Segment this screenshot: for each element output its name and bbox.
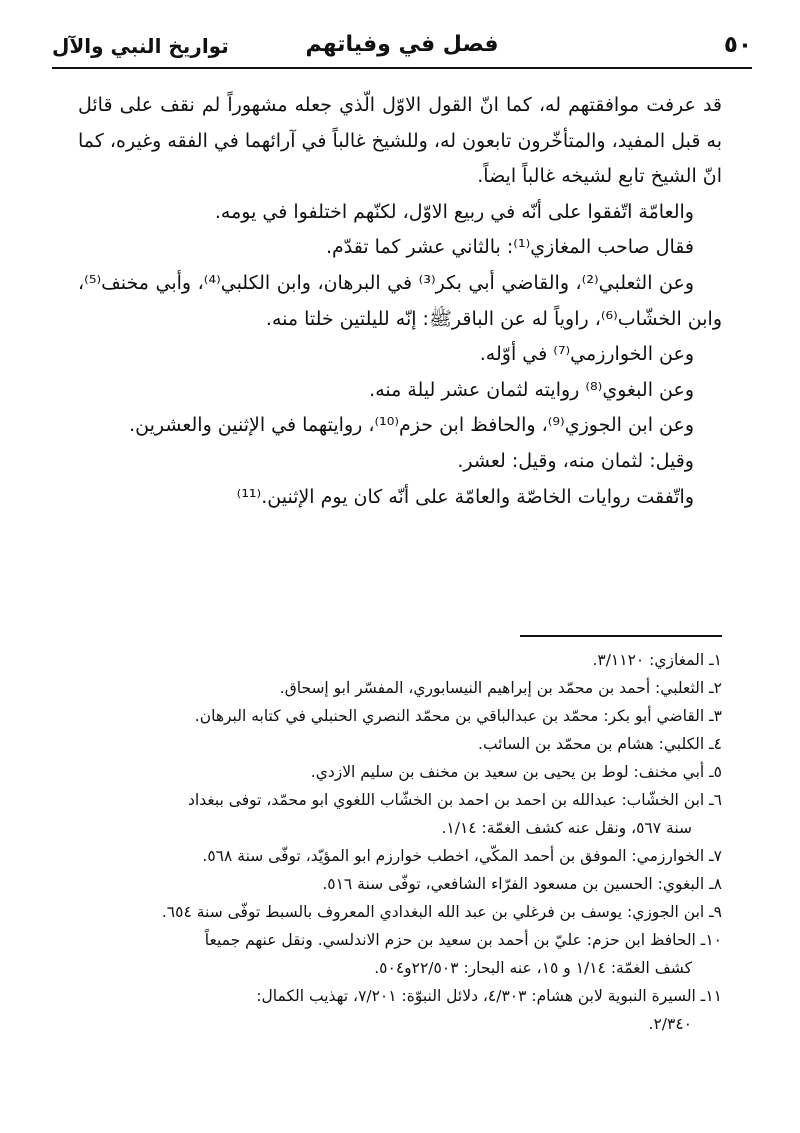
footnote-2 (78, 674, 722, 702)
paragraph: وعن الخوارزمي⁽⁷⁾ في أوّله. (479, 343, 694, 366)
footnote-text: ٧ـ الخوارزمي: الموفق بن أحمد المكّي، اخطب خوارزم ابو المؤيّد، توفّى سنة ٥٦٨. (202, 847, 722, 865)
footnote-text: ٣ـ القاضي أبو بكر: محمّد بن عبدالباقي بن محمّد النصري الحنبلي في كتابه البرهان. (194, 707, 722, 725)
paragraph: وعن البغوي⁽⁸⁾ روايته لثمان عشر ليلة منه. (369, 378, 694, 401)
paragraph: وقيل: لثمان منه، وقيل: لعشر. (457, 449, 694, 472)
footnote-8 (78, 870, 722, 898)
footnote-text: ٢ـ الثعلبي: أحمد بن محمّد بن إبراهيم النيسابوري، المفسّر ابو إسحاق. (279, 679, 722, 697)
footnote-10 (78, 926, 722, 982)
footnote-9 (78, 898, 722, 926)
footnote-6 (78, 786, 722, 842)
paragraph: والعامّة اتّفقوا على أنّه في ربيع الاوّل، لكنّهم اختلفوا في يومه. (214, 200, 694, 223)
footnote-text: ١٠ـ الحافظ ابن حزم: عليّ بن أحمد بن سعيد بن حزم الاندلسي. ونقل عنهم جميعاً (204, 931, 722, 949)
paragraph: فقال صاحب المغازي⁽¹⁾: بالثاني عشر كما تقدّم. (325, 236, 694, 259)
footnote-divider (520, 635, 722, 637)
footnote-11 (78, 982, 722, 1038)
footnote-continuation: سنة ٥٦٧، ونقل عنه كشف الغمّة: ١/١٤. (441, 819, 692, 837)
footnote-5 (78, 758, 722, 786)
chapter-title: فصل في وفياتهم (305, 32, 499, 57)
footnote-text: ١١ـ السيرة النبوية لابن هشام: ٤/٣٠٣، دلائل النبوّة: ٧/٢٠١، تهذيب الكمال: (256, 987, 722, 1005)
book-title: تواريخ النبي والآل (52, 34, 229, 58)
footnote-continuation: كشف الغمّة: ١/١٤ و ١٥، عنه البحار: ٢٢/٥٠٣و٥٠٤. (374, 959, 692, 977)
page-number: ٥٠ (723, 32, 752, 58)
footnote-3 (78, 702, 722, 730)
main-text (78, 88, 722, 515)
header-divider (52, 67, 752, 69)
paragraph: وعن الثعلبي⁽²⁾، والقاضي أبي بكر⁽³⁾ في البرهان، وابن الكلبي⁽⁴⁾، وأبي مخنف⁽⁵⁾، وابن الخشّاب⁽⁶⁾، راوياً له عن الباقرﷺ: إنّه لليلتين خلتا منه. (78, 271, 722, 330)
footnote-text: ٥ـ أبي مخنف: لوط بن يحيى بن سعيد بن مخنف بن سليم الازدي. (310, 763, 722, 781)
footnote-7 (78, 842, 722, 870)
footnote-4 (78, 730, 722, 758)
paragraph: واتّفقت روايات الخاصّة والعامّة على أنّه كان يوم الإثنين.⁽¹¹⁾ (236, 485, 694, 508)
running-header (52, 28, 752, 64)
footnote-text: ٨ـ البغوي: الحسين بن مسعود الفرّاء الشافعي، توفّى سنة ٥١٦. (322, 875, 722, 893)
footnote-text: ٤ـ الكلبي: هشام بن محمّد بن السائب. (478, 735, 722, 753)
footnote-continuation: ٢/٣٤٠. (648, 1015, 692, 1033)
footnote-text: ٩ـ ابن الجوزي: يوسف بن فرغلي بن عبد الله البغدادي المعروف بالسبط توفّى سنة ٦٥٤. (161, 903, 722, 921)
footnotes (78, 646, 722, 1038)
footnote-text: ٦ـ ابن الخشّاب: عبدالله بن احمد بن احمد بن الخشّاب اللغوي ابو محمّد، توفى ببغداد (188, 791, 722, 809)
footnote-1 (78, 646, 722, 674)
footnote-text: ١ـ المغازي: ٣/١١٢٠. (592, 651, 722, 669)
paragraph: وعن ابن الجوزي⁽⁹⁾، والحافظ ابن حزم⁽¹⁰⁾، روايتهما في الإثنين والعشرين. (129, 414, 694, 437)
paragraph: قد عرفت موافقتهم له، كما انّ القول الاوّل الّذي جعله مشهوراً لم نقف على قائل به قبل المفيد، والمتأخّرون تابعون له، وللشيخ غالباً في آرائهما في الفقه وغيره، كما انّ الشيخ تابع لشيخه غالباً ايضاً. (78, 94, 722, 188)
